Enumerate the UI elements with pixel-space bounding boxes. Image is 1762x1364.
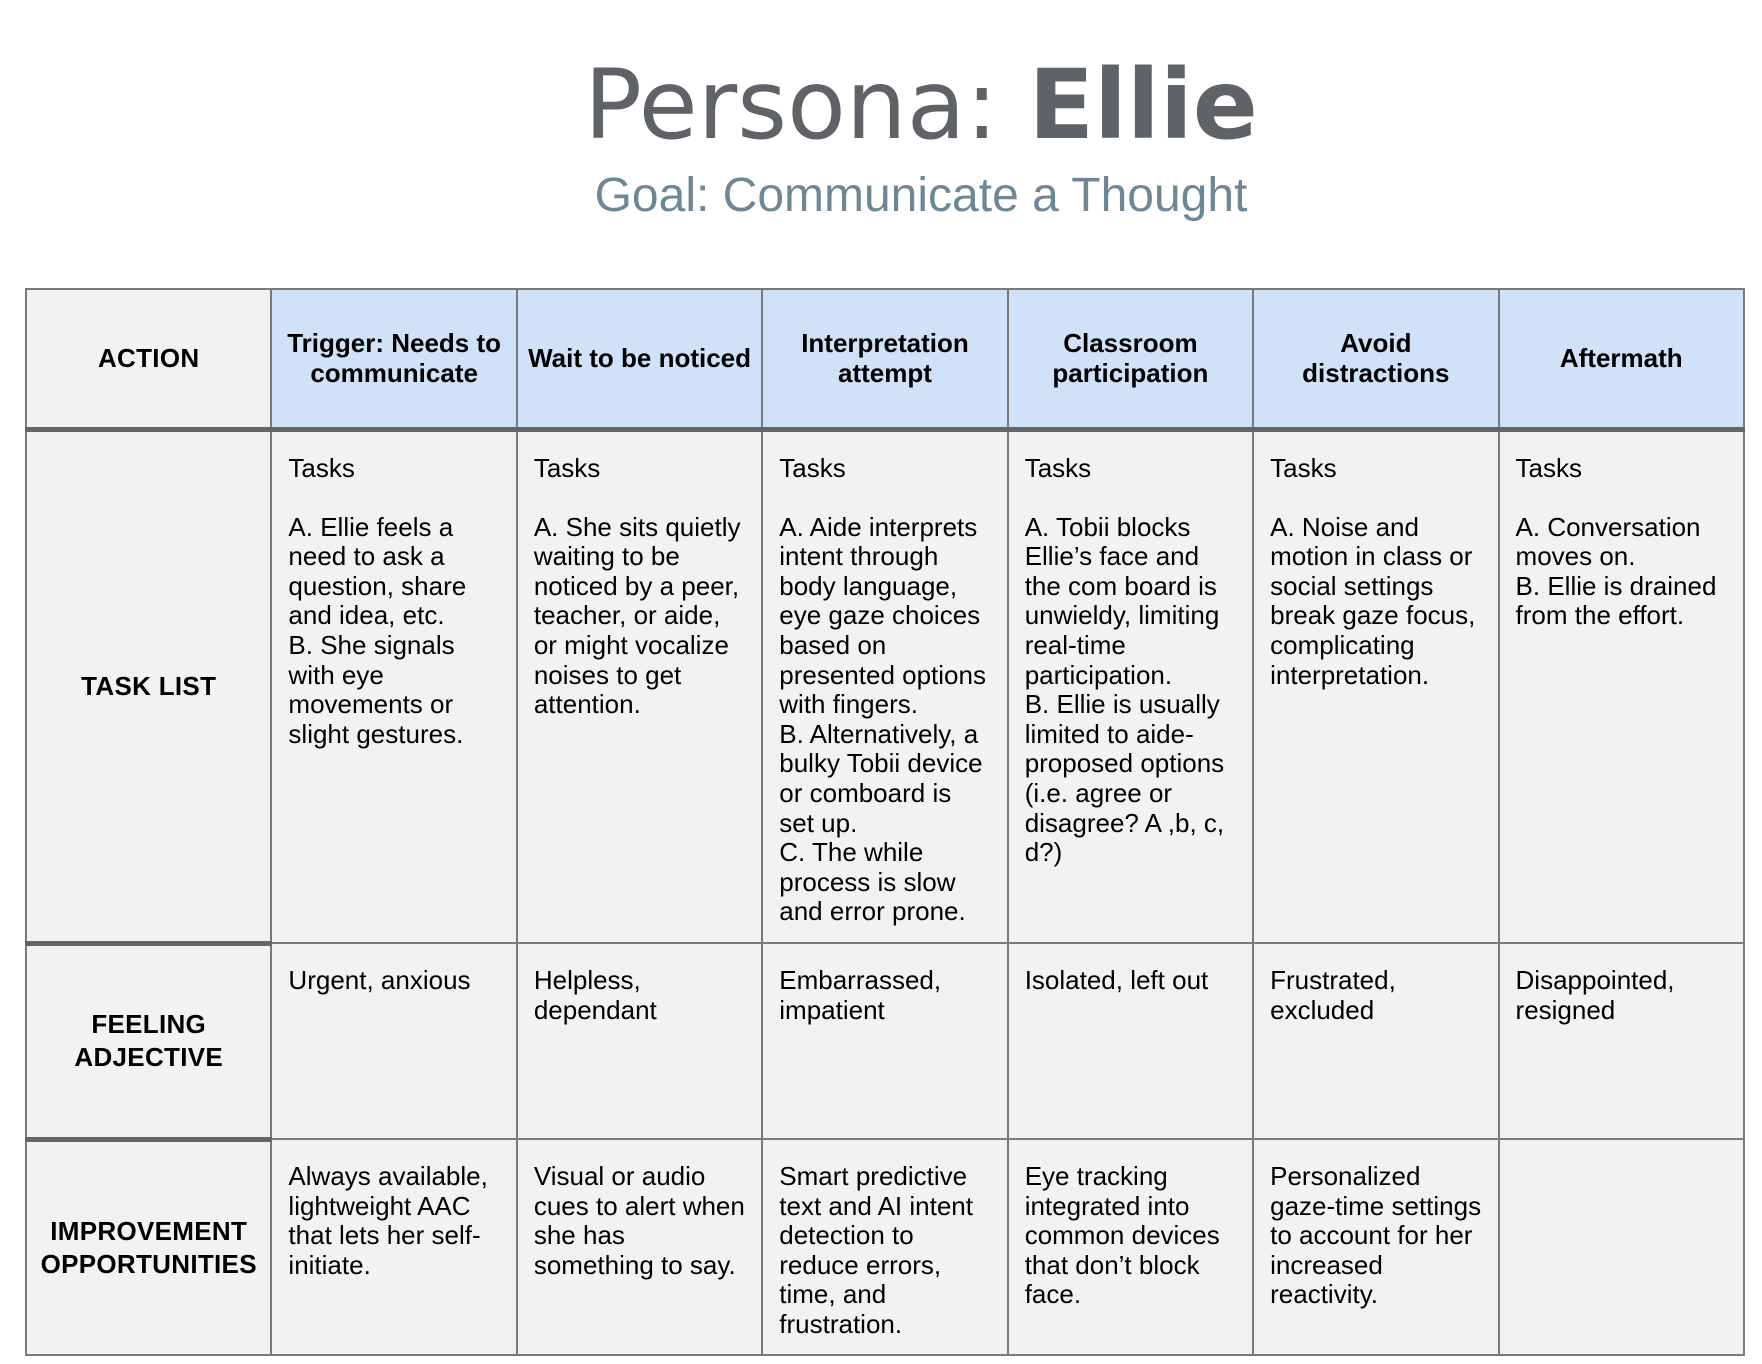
row-label-feeling: FEELING ADJECTIVE <box>26 943 271 1139</box>
stage-header-aftermath: Aftermath <box>1499 289 1744 429</box>
action-row <box>26 289 1744 429</box>
journey-map-table <box>25 288 1745 1356</box>
task-item: A. Aide interprets intent through body language, eye gaze choices based on presented options with fingers. <box>779 511 986 720</box>
stage-header-trigger: Trigger: Needs to communicate <box>271 289 516 429</box>
task-cell-trigger <box>271 429 516 943</box>
task-cell-avoid <box>1253 429 1498 943</box>
improvement-cell-wait: Visual or audio cues to alert when she has something to say. <box>517 1139 762 1355</box>
improvement-cell-aftermath <box>1499 1139 1744 1355</box>
task-item: B. She signals with eye movements or slight gestures. <box>288 630 464 749</box>
stage-header-interpretation: Interpretation attempt <box>762 289 1007 429</box>
improvement-cell-avoid: Personalized gaze-time settings to account for her increased reactivity. <box>1253 1139 1498 1355</box>
feeling-cell-aftermath: Disappointed, resigned <box>1499 943 1744 1139</box>
task-item: A. Noise and motion in class or social settings break gaze focus, complicating interpretation. <box>1270 511 1476 690</box>
task-item: A. Conversation moves on. <box>1515 511 1701 572</box>
task-item: B. Ellie is drained from the effort. <box>1515 570 1717 631</box>
improvement-row <box>26 1139 1744 1355</box>
task-item: A. Tobii blocks Ellie’s face and the com board is unwieldy, limiting real-time participation. <box>1024 511 1220 690</box>
tasks-heading: Tasks <box>1515 452 1582 483</box>
feeling-cell-interpretation: Embarrassed, impatient <box>762 943 1007 1139</box>
improvement-cell-trigger: Always available, lightweight AAC that lets her self-initiate. <box>271 1139 516 1355</box>
row-label-improvement: IMPROVEMENT OPPORTUNITIES <box>26 1139 271 1355</box>
stage-header-avoid: Avoid distractions <box>1253 289 1498 429</box>
task-cell-wait <box>517 429 762 943</box>
task-cell-aftermath <box>1499 429 1744 943</box>
tasks-heading: Tasks <box>288 452 355 483</box>
tasks-heading: Tasks <box>779 452 846 483</box>
feeling-cell-wait: Helpless, dependant <box>517 943 762 1139</box>
task-cell-interpretation <box>762 429 1007 943</box>
improvement-cell-classroom: Eye tracking integrated into common devices that don’t block face. <box>1008 1139 1253 1355</box>
stage-header-classroom: Classroom participation <box>1008 289 1253 429</box>
feeling-cell-classroom: Isolated, left out <box>1008 943 1253 1139</box>
feeling-cell-trigger: Urgent, anxious <box>271 943 516 1139</box>
task-cell-classroom <box>1008 429 1253 943</box>
task-item: A. Ellie feels a need to ask a question, share and idea, etc. <box>288 511 467 631</box>
tasks-heading: Tasks <box>1270 452 1337 483</box>
tasks-heading: Tasks <box>533 452 601 483</box>
task-item: B. Ellie is usually limited to aide-proposed options (i.e. agree or disagree? A ,b, c, d?) <box>1024 689 1225 868</box>
page-title <box>0 50 1762 160</box>
feeling-cell-avoid: Frustrated, excluded <box>1253 943 1498 1139</box>
task-item: A. She sits quietly waiting to be noticed by a peer, teacher, or aide, or might vocalize noises to get attention. <box>533 511 741 720</box>
title-prefix: Persona: <box>584 49 1029 161</box>
task-item: B. Alternatively, a bulky Tobii device or comboard is set up. <box>779 718 983 838</box>
persona-name: Ellie <box>1028 49 1258 161</box>
tasks-heading: Tasks <box>1024 452 1092 483</box>
goal-subtitle: Goal: Communicate a Thought <box>594 169 1248 222</box>
row-label-action: ACTION <box>26 289 271 429</box>
feeling-row <box>26 943 1744 1139</box>
row-label-task-list: TASK LIST <box>26 429 271 943</box>
task-list-row <box>26 429 1744 943</box>
improvement-cell-interpretation: Smart predictive text and AI intent detection to reduce errors, time, and frustration. <box>762 1139 1007 1355</box>
stage-header-wait: Wait to be noticed <box>517 289 762 429</box>
task-item: C. The while process is slow and error prone. <box>779 837 966 927</box>
